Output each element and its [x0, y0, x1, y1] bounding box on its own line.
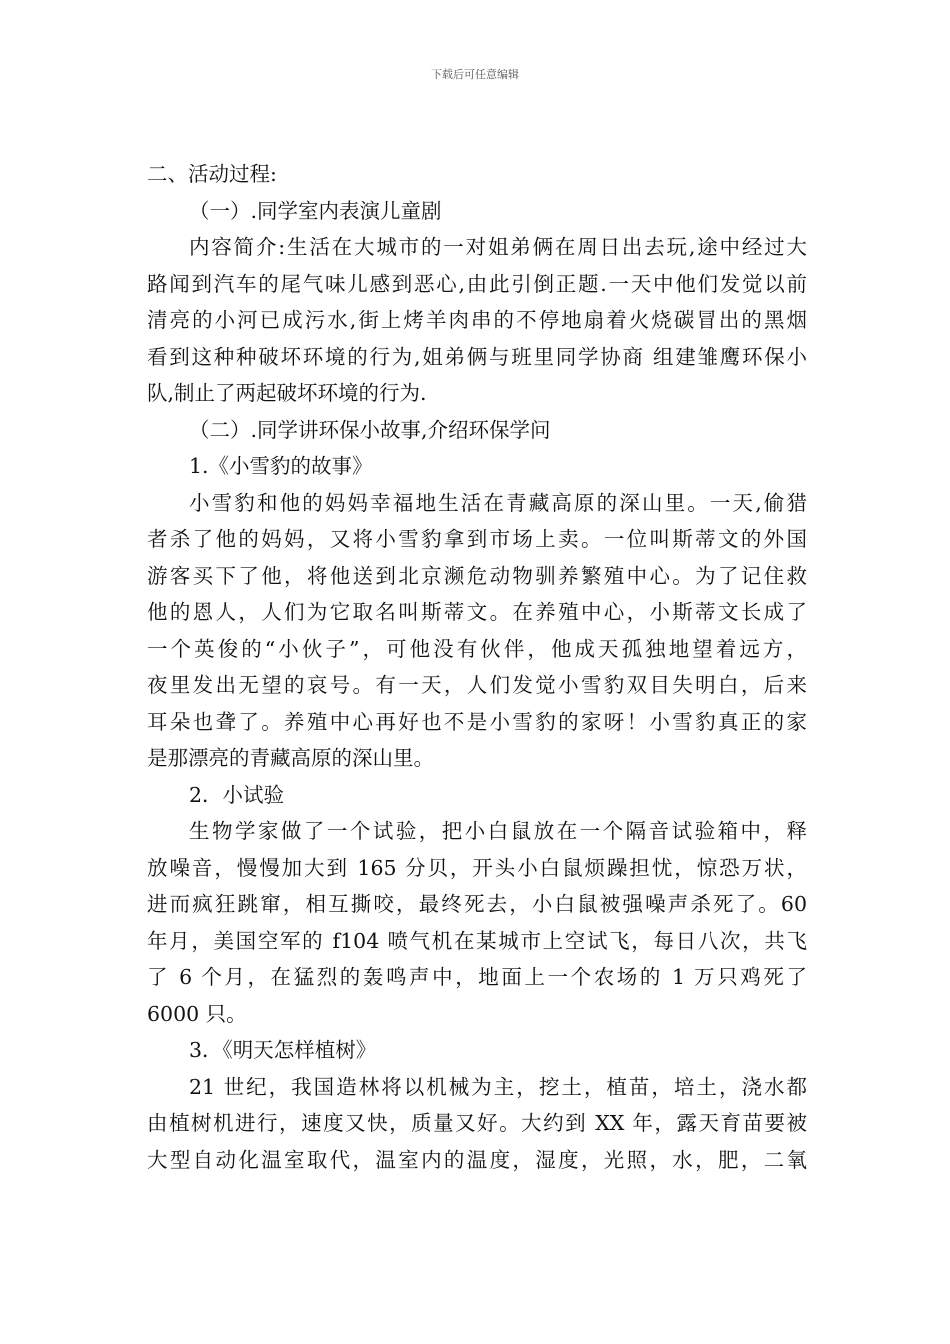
text-line: 游客买下了他，将他送到北京濒危动物驯养繁殖中心。为了记住救 — [147, 563, 807, 588]
text-line: 大型自动化温室取代，温室内的温度，湿度，光照，水，肥，二氧 — [147, 1147, 807, 1172]
text-line: 看到这种种破坏环境的行为,姐弟俩与班里同学协商 组建雏鹰环保小 — [147, 344, 807, 369]
text-line: （一）.同学室内表演儿童剧 — [189, 198, 442, 223]
document-body — [147, 156, 807, 1178]
page-header: 下载后可任意编辑 — [431, 68, 519, 81]
text-line: 一个英俊的“小伙子”，可他没有伙伴，他成天孤独地望着远方， — [147, 636, 807, 661]
text-line: 年月，美国空军的 f104 喷气机在某城市上空试飞，每日八次，共飞 — [147, 928, 807, 953]
text-line: 路闻到汽车的尾气味儿感到恶心,由此引倒正题.一天中他们发觉以前 — [147, 271, 807, 296]
text-line: 二、活动过程: — [147, 162, 277, 186]
text-line: 他的恩人，人们为它取名叫斯蒂文。在养殖中心，小斯蒂文长成了 — [147, 600, 807, 624]
text-line: 1.《小雪豹的故事》 — [189, 454, 373, 478]
text-line: 小雪豹和他的妈妈幸福地生活在青藏高原的深山里。一天,偷猎 — [189, 490, 807, 515]
text-line: 者杀了他的妈妈，又将小雪豹拿到市场上卖。一位叫斯蒂文的外国 — [147, 527, 807, 551]
text-line: 由植树机进行，速度又快，质量又好。大约到 XX 年，露天育苗要被 — [147, 1111, 807, 1135]
text-line: 耳朵也聋了。养殖中心再好也不是小雪豹的家呀！小雪豹真正的家 — [147, 709, 807, 734]
text-line: 了 6 个月，在猛烈的轰鸣声中，地面上一个农场的 1 万只鸡死了 — [147, 965, 807, 989]
text-line: 放噪音，慢慢加大到 165 分贝，开头小白鼠烦躁担忧，惊恐万状， — [147, 855, 807, 880]
text-line: 夜里发出无望的哀号。有一天，人们发觉小雪豹双目失明白，后来 — [147, 673, 807, 697]
text-line: 队,制止了两起破坏环境的行为. — [147, 381, 427, 405]
text-line: 内容简介:生活在大城市的一对姐弟俩在周日出去玩,途中经过大 — [189, 235, 807, 259]
text-line: 21 世纪，我国造林将以机械为主，挖土，植苗，培土，浇水都 — [189, 1074, 807, 1099]
text-line: 2．小试验 — [189, 782, 285, 807]
text-line: 清亮的小河已成污水,街上烤羊肉串的不停地扇着火烧碳冒出的黑烟 — [147, 308, 807, 332]
text-line: 6000 只。 — [147, 1001, 247, 1026]
text-line: 是那漂亮的青藏高原的深山里。 — [147, 746, 434, 770]
text-line: （二）.同学讲环保小故事,介绍环保学问 — [189, 417, 551, 442]
text-line: 生物学家做了一个试验，把小白鼠放在一个隔音试验箱中，释 — [189, 819, 807, 843]
text-line: 进而疯狂跳窜，相互撕咬，最终死去，小白鼠被强噪声杀死了。60 — [147, 892, 807, 916]
text-line: 3．《明天怎样植树》 — [189, 1038, 377, 1062]
